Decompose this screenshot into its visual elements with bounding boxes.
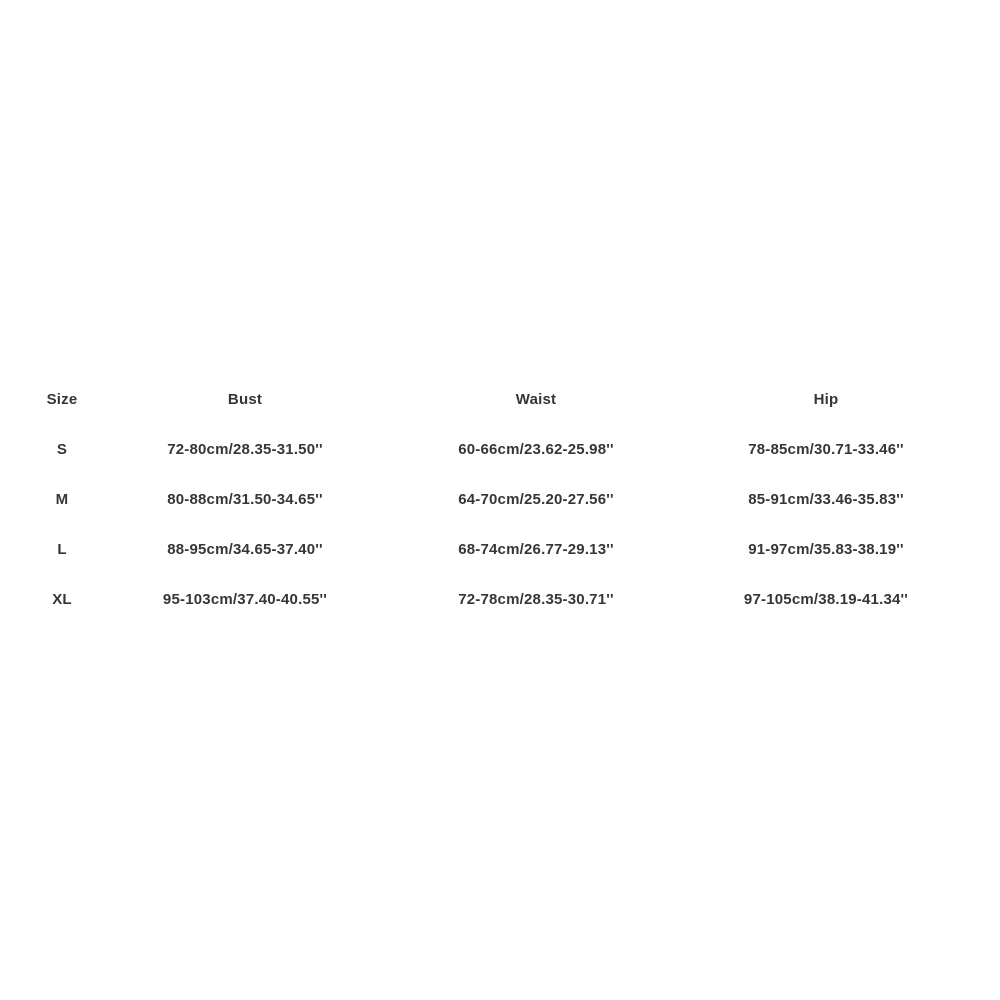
size-cell: M bbox=[55, 490, 69, 508]
bust-cell: 80-88cm/31.50-34.65'' bbox=[167, 490, 323, 508]
size-chart-table bbox=[0, 374, 946, 624]
hip-cell: 91-97cm/35.83-38.19'' bbox=[748, 540, 904, 558]
bust-cell: 95-103cm/37.40-40.55'' bbox=[162, 590, 328, 608]
column-header-hip: Hip bbox=[813, 390, 839, 408]
hip-cell: 97-105cm/38.19-41.34'' bbox=[743, 590, 909, 608]
bust-cell: 88-95cm/34.65-37.40'' bbox=[167, 540, 323, 558]
table-row-m bbox=[0, 474, 946, 524]
table-header-row bbox=[0, 374, 946, 424]
column-header-waist: Waist bbox=[515, 390, 557, 408]
waist-cell: 72-78cm/28.35-30.71'' bbox=[458, 590, 614, 608]
size-cell: L bbox=[57, 540, 67, 558]
waist-cell: 68-74cm/26.77-29.13'' bbox=[458, 540, 614, 558]
table-row-l bbox=[0, 524, 946, 574]
size-cell: XL bbox=[52, 590, 72, 608]
waist-cell: 60-66cm/23.62-25.98'' bbox=[458, 440, 614, 458]
table-row-s bbox=[0, 424, 946, 474]
size-cell: S bbox=[56, 440, 68, 458]
column-header-bust: Bust bbox=[227, 390, 263, 408]
hip-cell: 78-85cm/30.71-33.46'' bbox=[748, 440, 904, 458]
column-header-size: Size bbox=[46, 390, 78, 408]
hip-cell: 85-91cm/33.46-35.83'' bbox=[748, 490, 904, 508]
table-row-xl bbox=[0, 574, 946, 624]
bust-cell: 72-80cm/28.35-31.50'' bbox=[167, 440, 323, 458]
waist-cell: 64-70cm/25.20-27.56'' bbox=[458, 490, 614, 508]
